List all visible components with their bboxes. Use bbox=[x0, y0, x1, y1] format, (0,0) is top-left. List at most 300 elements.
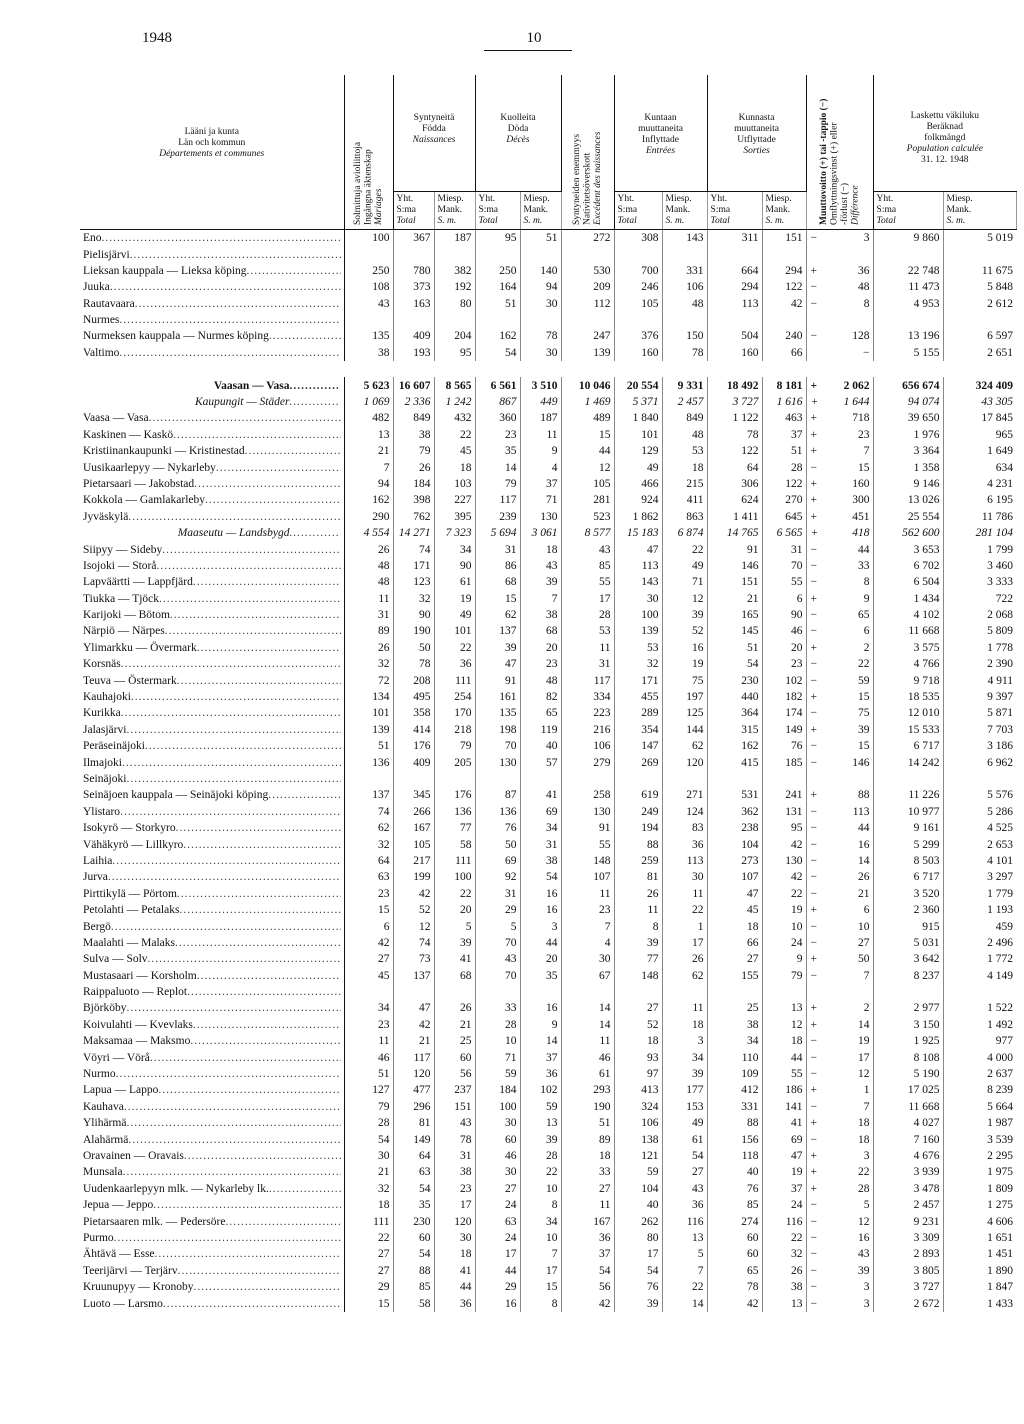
pop-total-cell: 3 309 bbox=[873, 1230, 943, 1246]
region-header-fi: Lääni ja kunta bbox=[184, 127, 239, 137]
deaths-total-cell: 70 bbox=[475, 738, 520, 754]
leader-dots bbox=[178, 1263, 341, 1279]
diff-sign-cell: + bbox=[810, 1117, 818, 1130]
pop-male-cell: 5 809 bbox=[987, 625, 1014, 638]
leader-dots bbox=[290, 378, 338, 394]
municipality-name bbox=[80, 869, 344, 885]
inmig-male-cell: 17 bbox=[662, 935, 707, 951]
births-male-cell: 56 bbox=[434, 1066, 475, 1082]
deaths-male-cell: 8 bbox=[520, 1295, 561, 1311]
table-row bbox=[80, 1017, 1016, 1033]
inmig-male-cell: 150 bbox=[662, 328, 707, 344]
diff-sign-cell: − bbox=[810, 1051, 818, 1064]
leader-dots bbox=[179, 902, 340, 918]
inmig-male-cell: 36 bbox=[662, 1197, 707, 1213]
births-total-cell: 21 bbox=[393, 1033, 434, 1049]
pop-total-sub bbox=[873, 192, 943, 230]
municipality-label: Pielisjärvi bbox=[83, 248, 130, 261]
name-leader bbox=[83, 1050, 341, 1066]
pop-male-cell: 459 bbox=[995, 920, 1014, 933]
excess-header-sv: Nativitetsöverskott bbox=[582, 152, 593, 225]
marriages-cell: 28 bbox=[344, 1115, 393, 1131]
pop-total-cell: 9 718 bbox=[873, 672, 943, 688]
pop-total-cell: 3 364 bbox=[873, 443, 943, 459]
pop-total-cell: 4 676 bbox=[873, 1148, 943, 1164]
marriages-cell: 27 bbox=[344, 1246, 393, 1262]
excess-cell: 107 bbox=[561, 869, 614, 885]
deaths-total-cell: 70 bbox=[475, 968, 520, 984]
municipality-label: Kristiinankaupunki — Kristinestad bbox=[83, 445, 245, 458]
births-total-cell: 137 bbox=[393, 968, 434, 984]
diff-value-cell: 418 bbox=[830, 525, 873, 541]
deaths-total-cell: 59 bbox=[475, 1066, 520, 1082]
marriages-header-fr: Mariages bbox=[373, 188, 384, 225]
inmig-male-cell: 49 bbox=[662, 1115, 707, 1131]
municipality-label: Björköby bbox=[83, 1002, 127, 1015]
marriages-cell: 32 bbox=[344, 656, 393, 672]
pop-total-cell: 14 242 bbox=[873, 754, 943, 770]
pop-total-cell bbox=[873, 246, 943, 262]
outmig-total-cell: 104 bbox=[707, 836, 762, 852]
births-male-cell: 136 bbox=[434, 804, 475, 820]
municipality-label: Maksamaa — Maksmo bbox=[83, 1035, 191, 1048]
excess-cell: 11 bbox=[561, 1033, 614, 1049]
diff-value-cell: 22 bbox=[830, 1164, 873, 1180]
excess-cell: 279 bbox=[561, 754, 614, 770]
table-row bbox=[80, 1230, 1016, 1246]
table-row bbox=[80, 1066, 1016, 1082]
leader-dots bbox=[155, 1246, 341, 1262]
births-male-cell: 7 323 bbox=[434, 525, 475, 541]
inmig-male-cell: 54 bbox=[662, 1148, 707, 1164]
births-total-cell: 64 bbox=[393, 1148, 434, 1164]
deaths-total-sub bbox=[475, 192, 520, 230]
diff-sign-cell: − bbox=[810, 707, 818, 720]
municipality-label: Ylimarkku — Övermark bbox=[83, 641, 197, 654]
deaths-total-cell: 60 bbox=[475, 1131, 520, 1147]
births-total-cell: 149 bbox=[393, 1131, 434, 1147]
births-male-cell: 49 bbox=[434, 607, 475, 623]
excess-cell: 334 bbox=[561, 689, 614, 705]
municipality-name bbox=[80, 886, 344, 902]
marriages-cell: 21 bbox=[344, 1164, 393, 1180]
name-leader bbox=[83, 755, 341, 771]
deaths-male-cell: 35 bbox=[520, 968, 561, 984]
name-leader bbox=[83, 427, 341, 443]
inmig-male-cell: 27 bbox=[662, 1164, 707, 1180]
excess-cell: 42 bbox=[561, 1295, 614, 1311]
diff-value-cell: 718 bbox=[830, 410, 873, 426]
name-leader bbox=[83, 869, 341, 885]
deaths-total-cell: 5 bbox=[475, 918, 520, 934]
pop-total-cell: 39 650 bbox=[873, 410, 943, 426]
pop-male-cell: 5 871 bbox=[987, 707, 1014, 720]
diff-value-cell: 12 bbox=[830, 1213, 873, 1229]
table-row bbox=[80, 935, 1016, 951]
marriages-cell: 42 bbox=[344, 935, 393, 951]
deaths-total-cell: 117 bbox=[475, 492, 520, 508]
pop-total-cell: 8 237 bbox=[873, 968, 943, 984]
inmig-total-cell: 924 bbox=[614, 492, 662, 508]
diff-value-cell: 15 bbox=[830, 689, 873, 705]
births-male-cell: 68 bbox=[434, 968, 475, 984]
marriages-cell: 48 bbox=[344, 574, 393, 590]
excess-cell: 190 bbox=[561, 1099, 614, 1115]
table-row bbox=[80, 689, 1016, 705]
births-male-cell: 22 bbox=[434, 886, 475, 902]
outmig-header-sv: Utflyttade bbox=[737, 134, 776, 145]
municipality-name bbox=[80, 820, 344, 836]
deaths-total-cell: 239 bbox=[475, 509, 520, 525]
outmig-male-cell: 270 bbox=[762, 492, 806, 508]
marriages-header bbox=[344, 75, 393, 229]
name-leader bbox=[83, 968, 341, 984]
marriages-cell: 62 bbox=[344, 820, 393, 836]
marriages-cell: 27 bbox=[344, 951, 393, 967]
deaths-male-cell bbox=[520, 246, 561, 262]
pop-total-cell: 3 520 bbox=[873, 886, 943, 902]
table-row bbox=[80, 672, 1016, 688]
leader-dots bbox=[245, 443, 341, 459]
inmig-total-cell bbox=[614, 771, 662, 787]
deaths-header-sv: Döda bbox=[507, 123, 529, 134]
deaths-total-cell: 6 561 bbox=[475, 377, 520, 393]
outmig-male-cell: 44 bbox=[762, 1049, 806, 1065]
leader-dots bbox=[116, 1066, 341, 1082]
pop-total-cell: 7 160 bbox=[873, 1131, 943, 1147]
pop-male-cell: 4 606 bbox=[987, 1215, 1014, 1228]
diff-sign-cell: − bbox=[810, 1215, 818, 1228]
name-leader bbox=[83, 1263, 341, 1279]
deaths-total-cell: 16 bbox=[475, 1295, 520, 1311]
inmig-total-cell: 80 bbox=[614, 1230, 662, 1246]
inmig-total-cell: 324 bbox=[614, 1099, 662, 1115]
deaths-total-cell: 136 bbox=[475, 804, 520, 820]
name-leader bbox=[83, 312, 341, 328]
births-male-cell bbox=[434, 312, 475, 328]
pop-male-cell: 1 772 bbox=[987, 953, 1014, 966]
name-leader bbox=[83, 1279, 341, 1295]
births-total-cell: 230 bbox=[393, 1213, 434, 1229]
sub-label: Mank. bbox=[665, 205, 691, 216]
pop-male-cell bbox=[943, 771, 1016, 787]
pop-male-cell: 1 492 bbox=[987, 1018, 1014, 1031]
excess-cell: 4 bbox=[561, 935, 614, 951]
pop-male-cell: 6 597 bbox=[987, 330, 1014, 343]
municipality-name bbox=[80, 574, 344, 590]
outmig-total-cell: 109 bbox=[707, 1066, 762, 1082]
inmig-male-cell: 106 bbox=[662, 279, 707, 295]
deaths-total-cell: 39 bbox=[475, 640, 520, 656]
deaths-total-cell: 43 bbox=[475, 951, 520, 967]
municipality-name bbox=[80, 607, 344, 623]
deaths-male-cell: 17 bbox=[520, 1263, 561, 1279]
outmig-male-cell: 130 bbox=[762, 853, 806, 869]
excess-header-fr: Excédent des naissances bbox=[592, 131, 603, 225]
deaths-male-cell: 4 bbox=[520, 459, 561, 475]
outmig-male-cell: 69 bbox=[762, 1131, 806, 1147]
municipality-label: Jalasjärvi bbox=[83, 723, 127, 736]
municipality-label: Kurikka bbox=[83, 707, 121, 720]
pop-male-cell: 2 295 bbox=[987, 1149, 1014, 1162]
marriages-cell: 51 bbox=[344, 1066, 393, 1082]
births-male-cell: 36 bbox=[434, 1295, 475, 1311]
sub-label: Miesp. bbox=[946, 194, 973, 205]
excess-cell: 11 bbox=[561, 1197, 614, 1213]
births-male-cell: 90 bbox=[434, 558, 475, 574]
municipality-name bbox=[80, 1033, 344, 1049]
diff-value-cell: 18 bbox=[830, 1131, 873, 1147]
outmig-male-cell: 38 bbox=[762, 1279, 806, 1295]
inmig-male-cell: 18 bbox=[662, 1017, 707, 1033]
excess-cell: 31 bbox=[561, 656, 614, 672]
summary-row bbox=[80, 394, 1016, 410]
births-total-cell: 14 271 bbox=[393, 525, 434, 541]
excess-cell: 46 bbox=[561, 1049, 614, 1065]
table-row bbox=[80, 328, 1016, 344]
name-leader bbox=[83, 1000, 341, 1016]
deaths-total-cell: 92 bbox=[475, 869, 520, 885]
diff-sign-cell: + bbox=[810, 396, 819, 409]
outmig-male-cell: 6 bbox=[762, 591, 806, 607]
inmig-total-cell: 289 bbox=[614, 705, 662, 721]
inmig-male-cell: 13 bbox=[662, 1230, 707, 1246]
inmig-male-cell: 2 457 bbox=[662, 394, 707, 410]
leader-dots bbox=[163, 1296, 341, 1312]
pop-male-cell: 1 651 bbox=[987, 1231, 1014, 1244]
leader-dots bbox=[177, 673, 341, 689]
pop-male-cell bbox=[943, 312, 1016, 328]
leader-dots bbox=[225, 1214, 340, 1230]
marriages-cell: 34 bbox=[344, 1000, 393, 1016]
municipality-label: Peräseinäjoki bbox=[83, 740, 145, 753]
diff-value-cell: 15 bbox=[830, 738, 873, 754]
municipality-label: Vöyri — Vörå bbox=[83, 1051, 150, 1064]
outmig-total-cell: 88 bbox=[707, 1115, 762, 1131]
diff-value-cell: 2 bbox=[830, 1000, 873, 1016]
pop-total-cell: 1 976 bbox=[873, 427, 943, 443]
inmig-total-cell: 413 bbox=[614, 1082, 662, 1098]
diff-sign-cell: + bbox=[810, 1182, 818, 1195]
inmig-male-cell: 62 bbox=[662, 738, 707, 754]
births-male-cell: 151 bbox=[434, 1099, 475, 1115]
excess-cell: 85 bbox=[561, 558, 614, 574]
pop-total-cell: 22 748 bbox=[873, 263, 943, 279]
outmig-male-cell: 240 bbox=[762, 328, 806, 344]
sub-label: Mank. bbox=[946, 205, 972, 216]
deaths-total-cell bbox=[475, 771, 520, 787]
municipality-name bbox=[80, 1164, 344, 1180]
inmig-total-cell: 54 bbox=[614, 1263, 662, 1279]
deaths-male-cell: 10 bbox=[520, 1230, 561, 1246]
inmig-total-cell: 148 bbox=[614, 968, 662, 984]
births-total-cell: 217 bbox=[393, 853, 434, 869]
name-leader bbox=[83, 886, 341, 902]
excess-cell: 14 bbox=[561, 1000, 614, 1016]
table-row bbox=[80, 1033, 1016, 1049]
deaths-male-cell: 39 bbox=[520, 574, 561, 590]
pop-male-cell bbox=[943, 984, 1016, 1000]
inmig-male-cell: 18 bbox=[662, 459, 707, 475]
pop-total-cell: 11 668 bbox=[873, 623, 943, 639]
municipality-name bbox=[80, 410, 344, 426]
deaths-total-cell: 71 bbox=[475, 1049, 520, 1065]
pop-male-cell: 1 451 bbox=[987, 1248, 1014, 1261]
table-row bbox=[80, 427, 1016, 443]
inmig-total-cell: 53 bbox=[614, 640, 662, 656]
births-male-cell: 111 bbox=[434, 672, 475, 688]
sub-label: Miesp. bbox=[437, 194, 464, 205]
inmig-total-cell: 59 bbox=[614, 1164, 662, 1180]
pop-male-cell: 2 653 bbox=[987, 838, 1014, 851]
table-row bbox=[80, 229, 1016, 246]
births-total-cell: 42 bbox=[393, 886, 434, 902]
name-leader bbox=[83, 328, 341, 344]
inmig-total-cell: 308 bbox=[614, 229, 662, 246]
inmig-total-cell: 147 bbox=[614, 738, 662, 754]
outmig-total-cell: 113 bbox=[707, 295, 762, 311]
pop-total-cell: 5 031 bbox=[873, 935, 943, 951]
births-total-cell: 58 bbox=[393, 1295, 434, 1311]
pop-male-cell: 4 101 bbox=[987, 854, 1014, 867]
name-leader bbox=[83, 1066, 341, 1082]
outmig-male-cell: 24 bbox=[762, 935, 806, 951]
deaths-male-cell: 16 bbox=[520, 886, 561, 902]
outmig-header-line2: muuttaneita bbox=[734, 123, 779, 134]
marriages-header-sv: Ingångna äktenskap bbox=[363, 149, 374, 225]
inmig-total-cell: 105 bbox=[614, 295, 662, 311]
pop-total-cell: 9 146 bbox=[873, 476, 943, 492]
diff-sign-cell: − bbox=[810, 920, 818, 933]
name-leader bbox=[83, 1197, 341, 1213]
excess-header-fi: Syntyneiden enemmyys bbox=[571, 133, 582, 225]
pop-total-cell: 1 925 bbox=[873, 1033, 943, 1049]
inmig-male-cell: 177 bbox=[662, 1082, 707, 1098]
municipality-name bbox=[80, 1099, 344, 1115]
table-row bbox=[80, 1181, 1016, 1197]
municipality-label: Siipyy — Sideby bbox=[83, 543, 163, 556]
excess-cell: 293 bbox=[561, 1082, 614, 1098]
pop-male-sub bbox=[943, 192, 1016, 230]
outmig-total-cell: 306 bbox=[707, 476, 762, 492]
municipality-label: Mustasaari — Korsholm bbox=[83, 969, 197, 982]
excess-cell: 51 bbox=[561, 1115, 614, 1131]
marriages-cell: 134 bbox=[344, 689, 393, 705]
table-row bbox=[80, 1263, 1016, 1279]
pop-male-cell: 1 987 bbox=[987, 1117, 1014, 1130]
pop-total-cell: 4 953 bbox=[873, 295, 943, 311]
pop-male-cell: 1 809 bbox=[987, 1182, 1014, 1195]
inmig-male-cell: 71 bbox=[662, 574, 707, 590]
excess-cell: 117 bbox=[561, 672, 614, 688]
inmig-total-cell: 129 bbox=[614, 443, 662, 459]
births-male-cell: 95 bbox=[434, 345, 475, 361]
diff-value-cell: 7 bbox=[830, 968, 873, 984]
inmig-total-cell: 47 bbox=[614, 541, 662, 557]
pop-total-cell: 17 025 bbox=[873, 1082, 943, 1098]
table-row bbox=[80, 279, 1016, 295]
deaths-male-cell: 16 bbox=[520, 1000, 561, 1016]
diff-value-cell: 36 bbox=[830, 263, 873, 279]
outmigration-header bbox=[707, 75, 806, 192]
pop-male-cell: 9 397 bbox=[987, 691, 1014, 704]
births-male-cell: 432 bbox=[434, 410, 475, 426]
deaths-total-cell: 47 bbox=[475, 656, 520, 672]
inmig-male-cell: 11 bbox=[662, 1000, 707, 1016]
pop-total-cell: 5 299 bbox=[873, 836, 943, 852]
municipality-label: Lapväärtti — Lappfjärd bbox=[83, 576, 193, 589]
births-total-cell: 26 bbox=[393, 459, 434, 475]
births-total-cell: 477 bbox=[393, 1082, 434, 1098]
inmig-total-cell: 17 bbox=[614, 1246, 662, 1262]
births-male-cell: 8 565 bbox=[434, 377, 475, 393]
pop-total-cell: 1 358 bbox=[873, 459, 943, 475]
municipality-label: Petolahti — Petalaks bbox=[83, 904, 180, 917]
leader-dots bbox=[194, 476, 340, 492]
municipality-name bbox=[80, 1181, 344, 1197]
leader-dots bbox=[170, 607, 341, 623]
sub-label: S:ma bbox=[617, 205, 638, 216]
diff-value-cell: 59 bbox=[830, 672, 873, 688]
outmig-total-cell: 504 bbox=[707, 328, 762, 344]
births-male-cell: 395 bbox=[434, 509, 475, 525]
deaths-male-cell: 30 bbox=[520, 295, 561, 311]
deaths-total-cell: 184 bbox=[475, 1082, 520, 1098]
municipality-name bbox=[80, 279, 344, 295]
outmig-total-cell: 51 bbox=[707, 640, 762, 656]
diff-header-fi: Muuttovoitto (+) tai -tappio (−) bbox=[818, 98, 829, 225]
deaths-male-cell: 20 bbox=[520, 951, 561, 967]
pop-male-cell: 5 848 bbox=[987, 281, 1014, 294]
marriages-cell: 290 bbox=[344, 509, 393, 525]
marriages-cell: 6 bbox=[344, 918, 393, 934]
leader-dots bbox=[126, 722, 340, 738]
name-leader bbox=[83, 820, 341, 836]
outmig-male-cell: 13 bbox=[762, 1000, 806, 1016]
excess-cell: 223 bbox=[561, 705, 614, 721]
diff-value-cell: 146 bbox=[830, 754, 873, 770]
name-leader bbox=[83, 378, 338, 394]
excess-cell: 44 bbox=[561, 443, 614, 459]
municipality-label: Pirttikylä — Pörtom bbox=[83, 887, 177, 900]
deaths-male-cell: 14 bbox=[520, 1033, 561, 1049]
diff-value-cell: 44 bbox=[830, 541, 873, 557]
pop-total-cell: 25 554 bbox=[873, 509, 943, 525]
name-leader bbox=[83, 951, 341, 967]
pop-male-cell: 722 bbox=[995, 592, 1014, 605]
leader-dots bbox=[121, 656, 341, 672]
name-leader bbox=[83, 1181, 341, 1197]
outmig-male-cell: 47 bbox=[762, 1148, 806, 1164]
deaths-total-cell: 69 bbox=[475, 853, 520, 869]
diff-value-cell: 19 bbox=[830, 1033, 873, 1049]
inmig-male-cell: 1 bbox=[662, 918, 707, 934]
outmig-total-cell: 34 bbox=[707, 1033, 762, 1049]
pop-male-cell: 1 778 bbox=[987, 641, 1014, 654]
births-male-cell: 43 bbox=[434, 1115, 475, 1131]
inmig-male-cell: 22 bbox=[662, 541, 707, 557]
diff-sign-cell: − bbox=[810, 1231, 818, 1244]
deaths-total-cell: 14 bbox=[475, 459, 520, 475]
municipality-name bbox=[80, 754, 344, 770]
marriages-cell: 27 bbox=[344, 1263, 393, 1279]
excess-cell: 89 bbox=[561, 1131, 614, 1147]
outmig-male-cell: 41 bbox=[762, 1115, 806, 1131]
table-row bbox=[80, 263, 1016, 279]
municipality-label: Uusikaarlepyy — Nykarleby bbox=[83, 461, 216, 474]
diff-value-cell: 5 bbox=[830, 1197, 873, 1213]
births-male-sub bbox=[434, 192, 475, 230]
